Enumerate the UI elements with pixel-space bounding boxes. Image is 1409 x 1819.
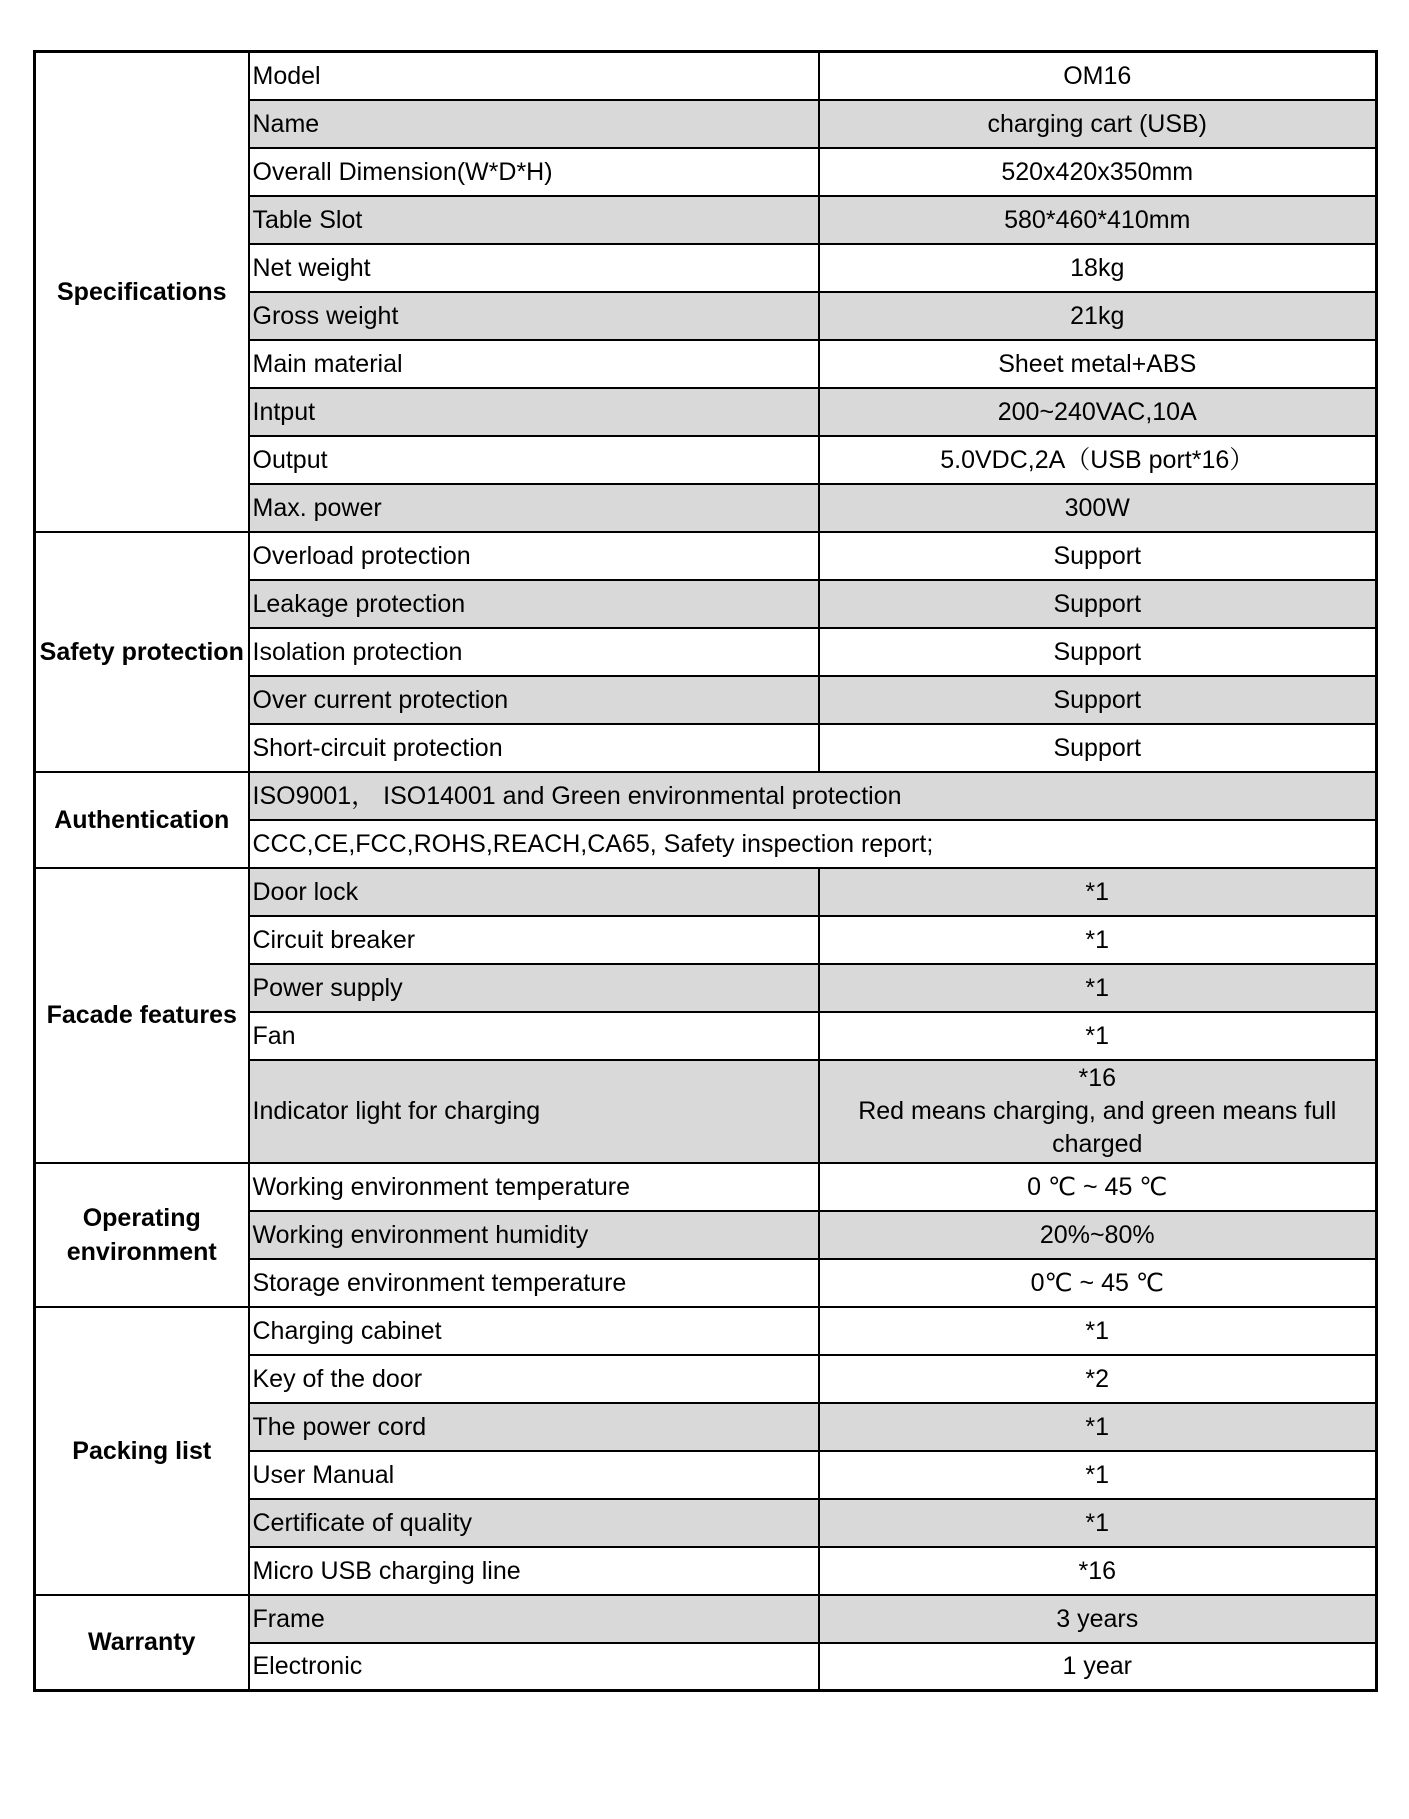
row-value: Support bbox=[819, 532, 1377, 580]
row-label: Overall Dimension(W*D*H) bbox=[249, 148, 819, 196]
row-value: *1 bbox=[819, 1012, 1377, 1060]
row-value: 1 year bbox=[819, 1643, 1377, 1691]
row-value: Sheet metal+ABS bbox=[819, 340, 1377, 388]
row-label: User Manual bbox=[249, 1451, 819, 1499]
row-label: Overload protection bbox=[249, 532, 819, 580]
row-label: Short-circuit protection bbox=[249, 724, 819, 772]
row-value: *16 bbox=[819, 1547, 1377, 1595]
row-label: Door lock bbox=[249, 868, 819, 916]
section-title: Operating environment bbox=[35, 1163, 249, 1307]
row-value: 300W bbox=[819, 484, 1377, 532]
row-value: 20%~80% bbox=[819, 1211, 1377, 1259]
row-text: ISO9001， ISO14001 and Green environmental protection bbox=[249, 772, 1377, 820]
row-label: Name bbox=[249, 100, 819, 148]
section-title: Facade features bbox=[35, 868, 249, 1163]
row-label: Isolation protection bbox=[249, 628, 819, 676]
table-row bbox=[35, 1595, 1377, 1643]
row-label: Frame bbox=[249, 1595, 819, 1643]
row-value: 21kg bbox=[819, 292, 1377, 340]
specification-table bbox=[33, 50, 1378, 1692]
row-value: *1 bbox=[819, 1403, 1377, 1451]
row-value: 520x420x350mm bbox=[819, 148, 1377, 196]
row-value-note: Red means charging, and green means full charged bbox=[858, 1096, 1337, 1158]
row-value: Support bbox=[819, 724, 1377, 772]
row-value: Support bbox=[819, 628, 1377, 676]
row-label: Intput bbox=[249, 388, 819, 436]
row-label: Indicator light for charging bbox=[249, 1060, 819, 1163]
row-value: *1 bbox=[819, 916, 1377, 964]
row-label: Charging cabinet bbox=[249, 1307, 819, 1355]
table-row bbox=[35, 52, 1377, 100]
table-row bbox=[35, 1163, 1377, 1211]
row-value: *1 bbox=[819, 1451, 1377, 1499]
section-title: Warranty bbox=[35, 1595, 249, 1691]
row-label: Main material bbox=[249, 340, 819, 388]
row-label: Leakage protection bbox=[249, 580, 819, 628]
row-label: Net weight bbox=[249, 244, 819, 292]
table-row bbox=[35, 1307, 1377, 1355]
row-value: *1 bbox=[819, 964, 1377, 1012]
row-value: 3 years bbox=[819, 1595, 1377, 1643]
row-label: Table Slot bbox=[249, 196, 819, 244]
row-value: *2 bbox=[819, 1355, 1377, 1403]
row-label: The power cord bbox=[249, 1403, 819, 1451]
row-label: Working environment humidity bbox=[249, 1211, 819, 1259]
row-value: 18kg bbox=[819, 244, 1377, 292]
row-value: charging cart (USB) bbox=[819, 100, 1377, 148]
row-label: Micro USB charging line bbox=[249, 1547, 819, 1595]
row-value: Support bbox=[819, 676, 1377, 724]
section-title: Safety protection bbox=[35, 532, 249, 772]
row-value bbox=[819, 1060, 1377, 1163]
row-label: Power supply bbox=[249, 964, 819, 1012]
row-label: Max. power bbox=[249, 484, 819, 532]
section-title: Packing list bbox=[35, 1307, 249, 1595]
section-title: Authentication bbox=[35, 772, 249, 868]
row-label: Certificate of quality bbox=[249, 1499, 819, 1547]
row-value: *1 bbox=[819, 1499, 1377, 1547]
row-value: 0℃ ~ 45 ℃ bbox=[819, 1259, 1377, 1307]
row-label: Output bbox=[249, 436, 819, 484]
table-row bbox=[35, 772, 1377, 820]
row-value: OM16 bbox=[819, 52, 1377, 100]
row-value: Support bbox=[819, 580, 1377, 628]
row-label: Key of the door bbox=[249, 1355, 819, 1403]
row-label: Gross weight bbox=[249, 292, 819, 340]
table-row bbox=[35, 532, 1377, 580]
row-value: 580*460*410mm bbox=[819, 196, 1377, 244]
row-label: Fan bbox=[249, 1012, 819, 1060]
row-label: Model bbox=[249, 52, 819, 100]
row-label: Storage environment temperature bbox=[249, 1259, 819, 1307]
row-value: 0 ℃ ~ 45 ℃ bbox=[819, 1163, 1377, 1211]
row-text: CCC,CE,FCC,ROHS,REACH,CA65, Safety inspection report; bbox=[249, 820, 1377, 868]
row-value-count: *16 bbox=[1078, 1063, 1117, 1092]
row-label: Electronic bbox=[249, 1643, 819, 1691]
table-row bbox=[35, 868, 1377, 916]
row-label: Working environment temperature bbox=[249, 1163, 819, 1211]
row-label: Circuit breaker bbox=[249, 916, 819, 964]
row-value: *1 bbox=[819, 1307, 1377, 1355]
specification-table-body bbox=[35, 52, 1377, 1691]
row-value: *1 bbox=[819, 868, 1377, 916]
section-title: Specifications bbox=[35, 52, 249, 532]
row-value: 200~240VAC,10A bbox=[819, 388, 1377, 436]
row-label: Over current protection bbox=[249, 676, 819, 724]
row-value: 5.0VDC,2A（USB port*16） bbox=[819, 436, 1377, 484]
